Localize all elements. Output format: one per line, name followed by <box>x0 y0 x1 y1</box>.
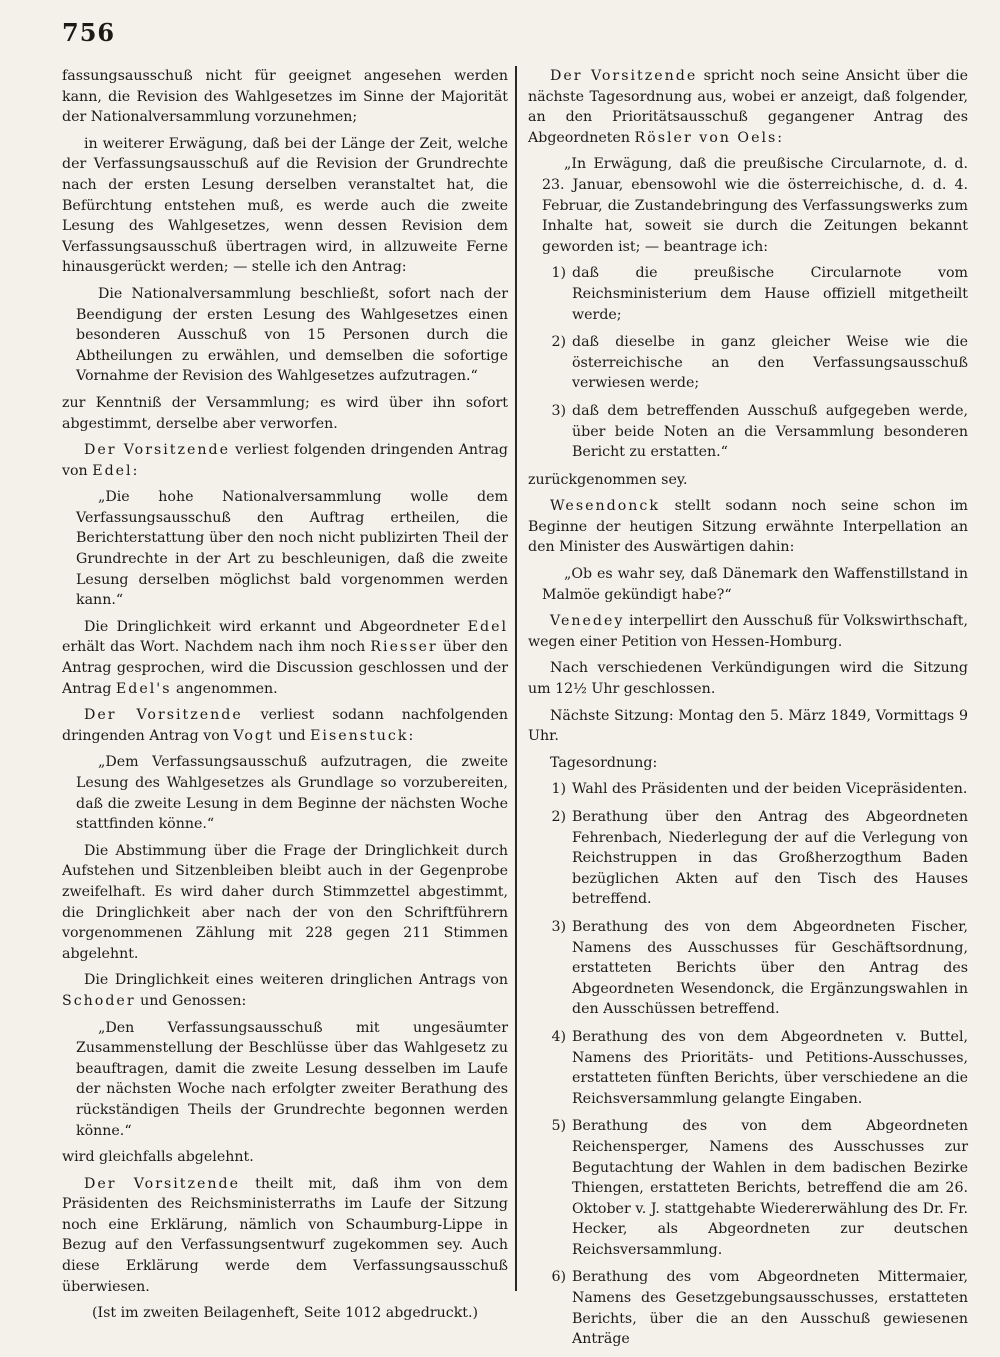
paragraph <box>528 66 968 148</box>
motion-text: „Die hohe Nationalversammlung wolle dem Verfassungsausschuß den Auftrag ertheilen, die Berichterstattung über den noch nicht publizirten Theil der Grundrechte in der Art zu beschleunigen, daß die zweite Lesung derselben möglichst bald vorgenommen werden kann.“ <box>76 489 508 609</box>
deputy-name: Venedey <box>550 613 625 630</box>
motion-text: „In Erwägung, daß die preußische Circularnote, d. d. 23. Januar, ebensowohl wie die österreichische, d. d. 4. Februar, die Zustandebringung des Verfassungswerks zum Inhalte hat, soweit sie durch die Zeitungen bekannt geworden ist; — beantrage ich: <box>542 156 968 255</box>
paragraph: Nach verschiedenen Verkündigungen wird die Sitzung um 12½ Uhr geschlossen. <box>528 660 968 698</box>
paragraph: wird gleichfalls abgelehnt. <box>62 1149 254 1166</box>
deputy-name: Eisenstuck <box>310 727 409 744</box>
item-number: 2) <box>551 809 566 825</box>
paragraph <box>62 1174 508 1298</box>
paragraph: Nächste Sitzung: Montag den 5. März 1849, Vormittags 9 Uhr. <box>528 707 968 745</box>
item-number: 6) <box>551 1269 566 1286</box>
speaker: Der Vorsitzende <box>550 68 698 84</box>
text: stellt sodann noch seine schon im Beginne der heutigen Sitzung erwähnte Interpellation an den Minister des Auswärtigen dahin: <box>528 498 968 556</box>
item-number: 2) <box>551 334 566 351</box>
motion-items <box>528 263 968 462</box>
text: theilt mit, daß ihm von dem Präsidenten des Reichsministerraths im Laufe der Sitzung noch eine Erklärung, nämlich von Schaumburg-Lippe in Bezug auf den Verfassungsentwurf zugekommen sey. Auch diese Erklärung werde dem Verfassungsausschuß überwiesen. <box>62 1175 508 1295</box>
speaker: Der Vorsitzende <box>84 1175 240 1192</box>
item-number: 1) <box>551 265 566 282</box>
deputy-name: Vogt <box>233 727 274 744</box>
column-divider <box>515 66 517 1291</box>
paragraph <box>528 496 968 558</box>
item-text: Wahl des Präsidenten und der beiden Vicepräsidenten. <box>572 781 968 798</box>
paragraph <box>528 611 968 652</box>
text: Die Dringlichkeit eines weiteren dringlichen Antrags von <box>84 972 508 989</box>
item-text: Berathung des von dem Abgeordneten Reichensperger, Namens des Ausschusses zur Begutachtung der Wahlen in dem badischen Bezirke Thiengen, erstatteten Berichts, betreffend die am 26. Oktober v. J. stattgehabte Wiedererwählung des Dr. Fr. Hecker, als Abgeordneten zur deutschen Reichsversammlung. <box>572 1118 968 1258</box>
motion-text: „Dem Verfassungsausschuß aufzutragen, die zweite Lesung des Wahlgesetzes als Grundlage so vorzubereiten, daß die zweite Lesung in dem Beginne der nächsten Woche stattfinden könne.“ <box>76 754 508 833</box>
item-text: daß dieselbe in ganz gleicher Weise wie die österreichische an den Verfassungsausschuß verwiesen werde; <box>572 334 968 392</box>
agenda-list <box>528 779 968 1349</box>
paragraph: Die Abstimmung über die Frage der Dringlichkeit durch Aufstehen und Sitzenbleiben bleibt auch in der Gegenprobe zweifelhaft. Es wird daher durch Stimmzettel abgestimmt, die Dringlichkeit aber nach der von den Schriftführern vorgenommenen Zählung mit 228 gegen 211 Stimmen abgelehnt. <box>62 842 508 962</box>
speaker: Der Vorsitzende <box>84 442 230 459</box>
text: spricht noch seine Ansicht über die nächste Tagesordnung aus, wobei er anzeigt, daß folgender, an den Prioritätsausschuß gegangener Antrag des Abgeordneten <box>528 68 968 146</box>
text: und <box>273 727 311 744</box>
agenda-item <box>540 1116 968 1260</box>
reference-note: (Ist im zweiten Beilagenheft, Seite 1012 abgedruckt.) <box>91 1305 479 1322</box>
item-number: 5) <box>551 1118 566 1135</box>
text: Die Dringlichkeit wird erkannt und Abgeordneter <box>84 618 468 635</box>
item-text: Berathung des von dem Abgeordneten v. Buttel, Namens des Prioritäts- und Petitions-Ausschusses, erstatteten fünften Berichts, über verschiedene an die Reichsversammlung gelangte Eingaben. <box>572 1028 968 1107</box>
list-item <box>540 332 968 394</box>
deputy-name: Schoder <box>62 992 136 1009</box>
paragraph <box>62 440 508 481</box>
item-text: Berathung über den Antrag des Abgeordneten Fehrenbach, Niederlegung der auf die Verlegung von Reichstruppen in das Großherzogthum Baden bezüglichen Akten auf den Tisch des Hauses betreffend. <box>572 809 968 908</box>
agenda-heading: Tagesordnung: <box>550 754 658 771</box>
text: verliest sodann nachfolgenden dringenden Antrag von <box>62 707 508 744</box>
agenda-item <box>540 807 968 910</box>
text: und Genossen: <box>135 992 247 1009</box>
text: über den Antrag gesprochen, wird die Discussion geschlossen und der Antrag <box>62 639 508 697</box>
speaker: Der Vorsitzende <box>84 707 243 724</box>
text: : <box>777 129 783 146</box>
left-column <box>62 66 508 1330</box>
item-number: 3) <box>551 402 566 419</box>
agenda-item <box>540 1267 968 1349</box>
page-number: 756 <box>62 18 116 47</box>
item-text: Berathung des von dem Abgeordneten Fischer, Namens des Ausschusses für Geschäftsordnung, erstatteten Berichts über den Antrag des Abgeordneten Wesendonck, die Ergänzungswahlen in den Ausschüssen betreffend. <box>572 918 968 1018</box>
agenda-item <box>540 1027 968 1109</box>
paragraph <box>62 617 508 699</box>
text: : <box>132 462 138 479</box>
paragraph: zur Kenntniß der Versammlung; es wird über ihn sofort abgestimmt, derselbe aber verworfen. <box>62 394 508 432</box>
right-column <box>528 66 968 1357</box>
list-item <box>540 263 968 325</box>
paragraph: in weiterer Erwägung, daß bei der Länge der Zeit, welche der Verfassungsausschuß auf die Revision der Grundrechte nach der ersten Lesung derselben veranstaltet hat, die Befürchtung entstehen muß, es werde auch die zweite Lesung des Wahlgesetzes, wenn dessen Revision dem Verfassungsausschuß übertragen wird, in allzuweite Ferne hinausgerückt werden; — stelle ich den Antrag: <box>62 135 508 276</box>
text: interpellirt den Ausschuß für Volkswirthschaft, wegen einer Petition von Hessen-Homburg. <box>528 613 968 650</box>
paragraph <box>62 970 508 1011</box>
agenda-item <box>540 779 968 800</box>
agenda-item <box>540 917 968 1020</box>
deputy-name: Edel <box>467 618 508 635</box>
deputy-name: Rösler von Oels <box>634 129 778 146</box>
deputy-name: Edel's <box>115 680 172 697</box>
paragraph: zurückgenommen sey. <box>528 471 688 488</box>
paragraph: fassungsausschuß nicht für geeignet angesehen werden kann, die Revision des Wahlgesetzes im Sinne der Majorität der Nationalversammlung vorzunehmen; <box>62 68 508 126</box>
text: : <box>408 727 414 744</box>
motion-text: „Den Verfassungsausschuß mit ungesäumter Zusammenstellung der Beschlüsse über das Wahlgesetz zu beauftragen, damit die zweite Lesung desselben im Laufe der nächsten Woche nach erfolgter zweiter Berathung des rückständigen Theils der Grundrechte begonnen werden könne.“ <box>76 1019 508 1139</box>
list-item <box>540 401 968 463</box>
item-number: 1) <box>551 781 566 798</box>
item-text: daß dem betreffenden Ausschuß aufgegeben werde, über beide Noten an die Versammlung besonderen Bericht zu erstatten.“ <box>572 402 968 461</box>
motion-text: „Ob es wahr sey, daß Dänemark den Waffenstillstand in Malmöe gekündigt habe?“ <box>542 566 968 603</box>
deputy-name: Wesendonck <box>550 498 660 515</box>
text: angenommen. <box>171 680 278 697</box>
item-text: daß die preußische Circularnote vom Reichsministerium dem Hause offiziell mitgetheilt werde; <box>572 265 968 323</box>
deputy-name: Edel <box>92 462 133 479</box>
deputy-name: Riesser <box>370 639 438 656</box>
motion-text: Die Nationalversammlung beschließt, sofort nach der Beendigung der ersten Lesung des Wahlgesetzes einen besonderen Ausschuß von 15 Personen durch die Abtheilungen zu erwählen, und demselben die sofortige Vornahme der Revision des Wahlgesetzes aufzutragen.“ <box>76 285 508 385</box>
item-number: 3) <box>551 918 566 935</box>
item-text: Berathung des vom Abgeordneten Mittermaier, Namens des Gesetzgebungsausschusses, erstatteten Berichts, über die an den Ausschuß gewiesenen Anträge <box>572 1269 968 1348</box>
text: verliest folgenden dringenden Antrag von <box>62 442 508 479</box>
text: erhält das Wort. Nachdem nach ihm noch <box>62 639 371 656</box>
paragraph <box>62 705 508 746</box>
item-number: 4) <box>551 1028 566 1045</box>
